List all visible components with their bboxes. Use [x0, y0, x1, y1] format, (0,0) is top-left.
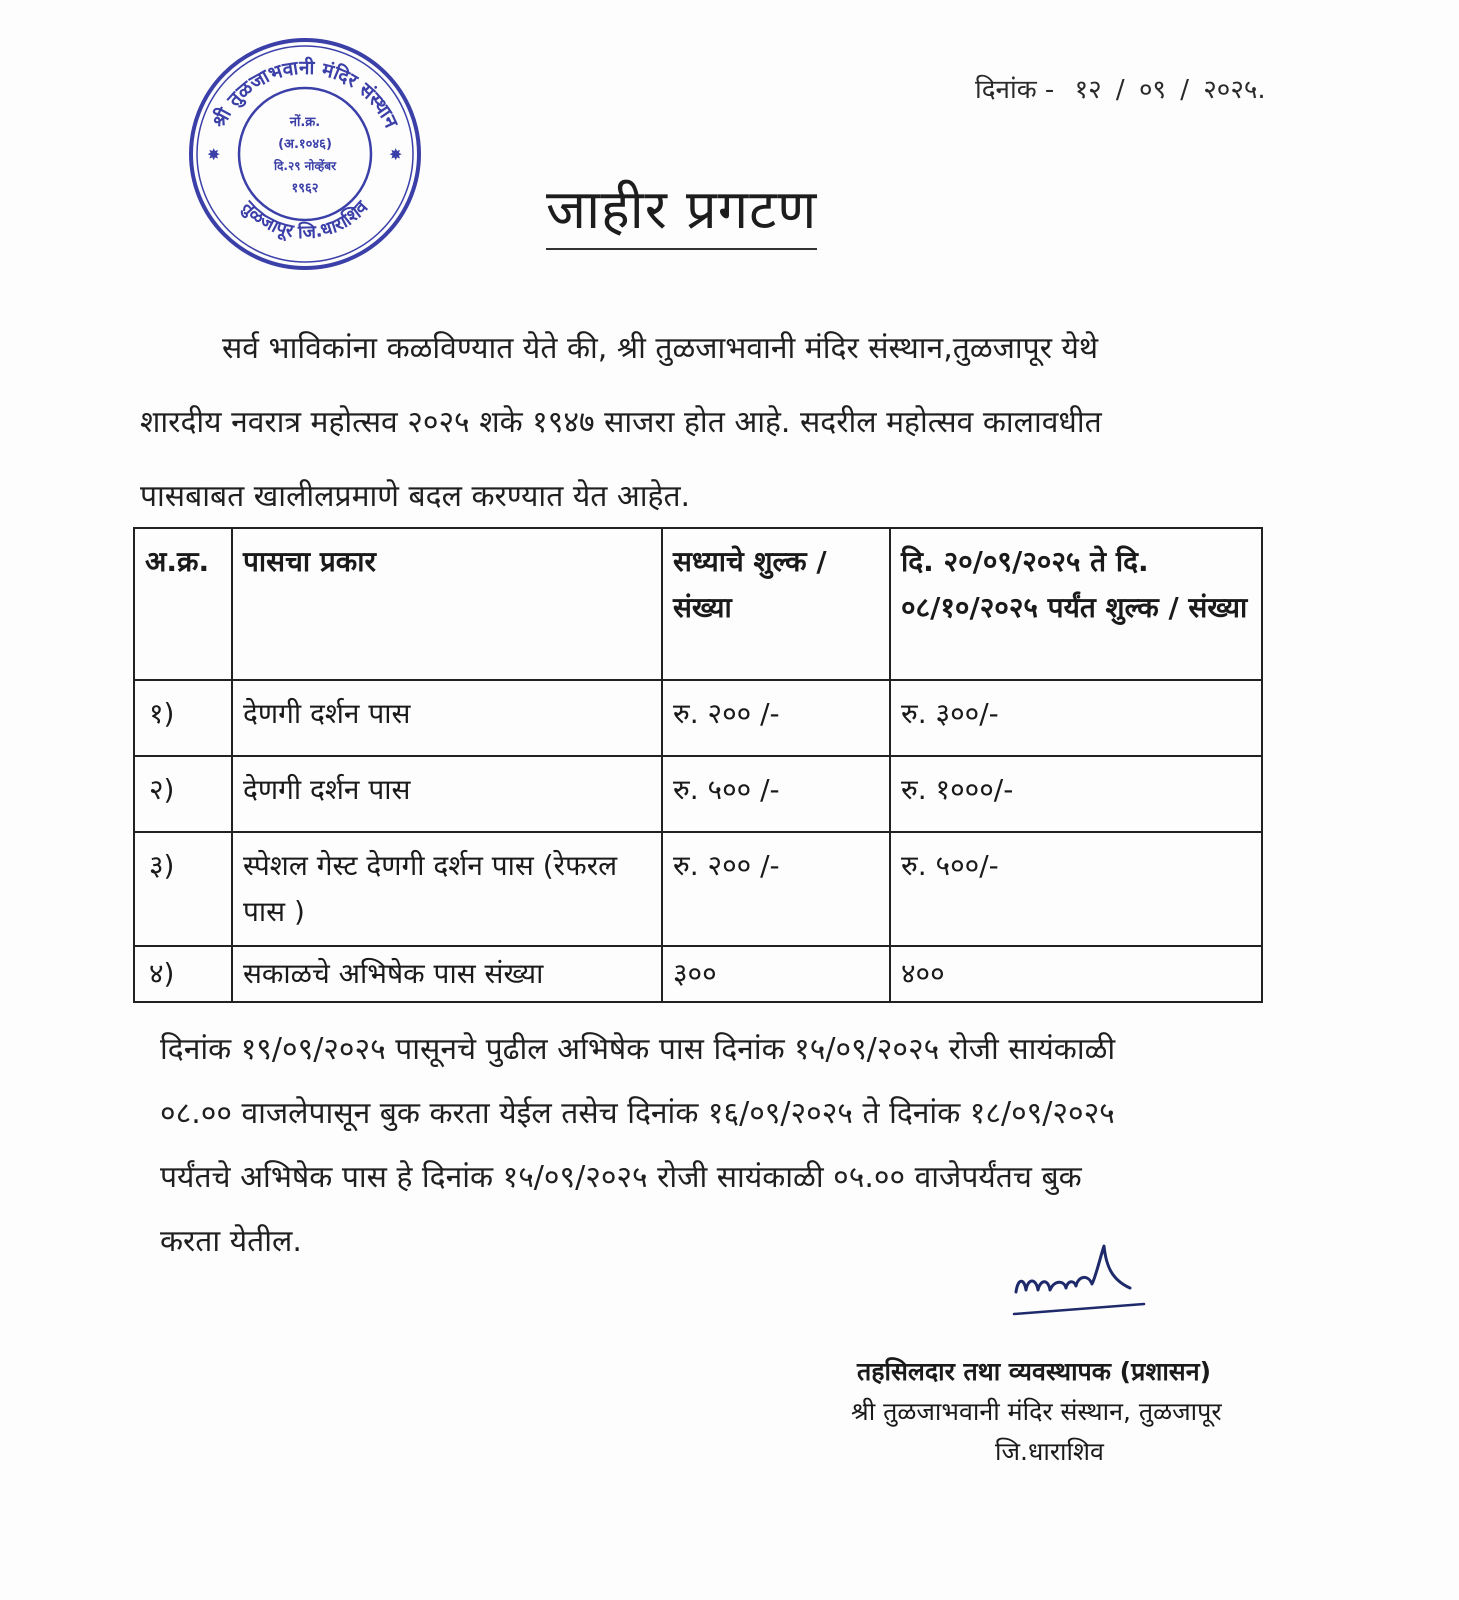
handwritten-signature — [1008, 1236, 1148, 1326]
seal-bottom-text: तुळजापूर जि.धाराशिव — [237, 196, 373, 244]
row-current-fee: रु. ५०० /- — [662, 756, 890, 832]
notice-date: दिनांक - १२ / ०९ / २०२५. — [975, 75, 1266, 105]
row-serial: २) — [134, 756, 232, 832]
table-header-row — [134, 528, 1262, 680]
seal-inner-line-2: (अ.१०४६) — [278, 137, 332, 152]
pass-fee-table-wrapper — [133, 527, 1261, 1003]
seal-graphic — [185, 34, 425, 274]
header-serial: अ.क्र. — [134, 528, 232, 680]
table-row — [134, 756, 1262, 832]
row-festival-fee: रु. ३००/- — [890, 680, 1262, 756]
signatory-organization: श्री तुळजाभवानी मंदिर संस्थान, तुळजापूर — [851, 1397, 1222, 1426]
row-current-fee: रु. २०० /- — [662, 832, 890, 946]
row-serial: १) — [134, 680, 232, 756]
signatory-block — [835, 1352, 1275, 1472]
intro-line-1: सर्व भाविकांना कळविण्यात येते की, श्री तुळजाभवानी मंदिर संस्थान,तुळजापूर येथे — [222, 331, 1099, 366]
signatory-designation: तहसिलदार तथा व्यवस्थापक (प्रशासन) — [857, 1357, 1211, 1386]
intro-line-3: पासबाबत खालीलप्रमाणे बदल करण्यात येत आहेत. — [140, 479, 691, 514]
signatory-district: जि.धाराशिव — [995, 1437, 1104, 1466]
row-serial: ४) — [134, 946, 232, 1002]
row-serial: ३) — [134, 832, 232, 946]
row-pass-type: देणगी दर्शन पास — [232, 756, 662, 832]
seal-outer-text: श्री तुळजाभवानी मंदिर संस्थान — [207, 56, 403, 132]
seal-inner-line-1: नों.क्र. — [289, 115, 321, 130]
header-pass-type: पासचा प्रकार — [232, 528, 662, 680]
table-row — [134, 946, 1262, 1002]
row-festival-fee: रु. १०००/- — [890, 756, 1262, 832]
row-pass-type: सकाळचे अभिषेक पास संख्या — [232, 946, 662, 1002]
intro-line-2: शारदीय नवरात्र महोत्सव २०२५ शके १९४७ साजरा होत आहे. सदरील महोत्सव कालावधीत — [140, 405, 1102, 440]
row-current-fee: ३०० — [662, 946, 890, 1002]
signature-graphic — [1008, 1236, 1148, 1326]
intro-paragraph — [140, 312, 1270, 534]
header-festival-fee: दि. २०/०९/२०२५ ते दि. ०८/१०/२०२५ पर्यंत शुल्क / संख्या — [890, 528, 1262, 680]
seal-inner-line-3: दि.२९ नोव्हेंबर — [273, 159, 337, 173]
note-line-2: ०८.०० वाजलेपासून बुक करता येईल तसेच दिनांक १६/०९/२०२५ ते दिनांक १८/०९/२०२५ — [160, 1096, 1115, 1131]
seal-inner-line-4: १९६२ — [291, 181, 319, 196]
date-month: ०९ — [1138, 75, 1166, 105]
seal-star-left: ✸ — [207, 145, 221, 164]
row-current-fee: रु. २०० /- — [662, 680, 890, 756]
note-line-1: दिनांक १९/०९/२०२५ पासूनचे पुढील अभिषेक पास दिनांक १५/०९/२०२५ रोजी सायंकाळी — [160, 1032, 1116, 1067]
temple-seal — [185, 34, 425, 274]
seal-star-right: ✸ — [389, 145, 403, 164]
note-line-3: पर्यंतचे अभिषेक पास हे दिनांक १५/०९/२०२५ रोजी सायंकाळी ०५.०० वाजेपर्यंतच बुक — [160, 1160, 1082, 1195]
date-label: दिनांक - — [975, 75, 1055, 105]
row-festival-fee: रु. ५००/- — [890, 832, 1262, 946]
header-current-fee: सध्याचे शुल्क / संख्या — [662, 528, 890, 680]
seal-inner-ring — [239, 88, 371, 220]
row-pass-type: देणगी दर्शन पास — [232, 680, 662, 756]
pass-fee-table — [133, 527, 1263, 1003]
page-title: जाहीर प्रगटण — [546, 170, 817, 250]
row-festival-fee: ४०० — [890, 946, 1262, 1002]
date-year: २०२५. — [1203, 75, 1266, 105]
row-pass-type: स्पेशल गेस्ट देणगी दर्शन पास (रेफरल पास ) — [232, 832, 662, 946]
note-line-4: करता येतील. — [160, 1224, 302, 1259]
table-row — [134, 832, 1262, 946]
date-day: १२ — [1074, 75, 1102, 105]
table-row — [134, 680, 1262, 756]
